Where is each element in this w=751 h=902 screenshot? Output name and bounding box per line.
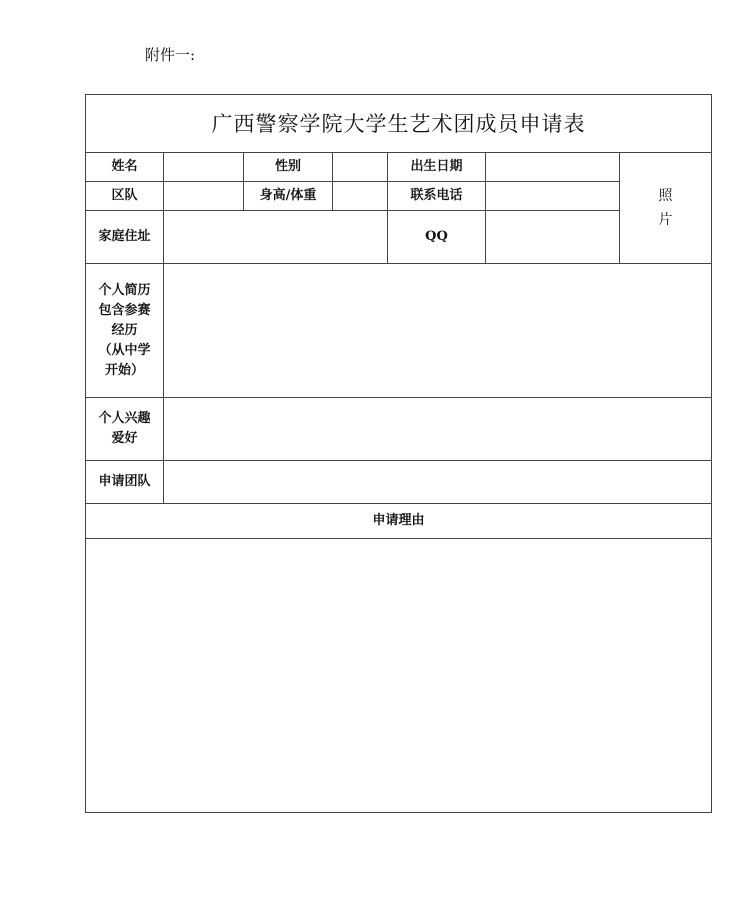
qq-label: QQ [388,211,486,264]
name-label: 姓名 [86,153,164,182]
resume-label [86,264,164,398]
hobby-label-2: 爱好 [111,431,138,446]
hobby-label [86,398,164,461]
reason-field[interactable] [86,539,712,813]
application-form [85,94,712,813]
phone-field[interactable] [486,182,620,211]
form-title: 广西警察学院大学生艺术团成员申请表 [86,95,712,153]
address-field[interactable] [164,211,388,264]
name-field[interactable] [164,153,244,182]
photo-label-1: 照 [658,188,673,204]
photo-label-2: 片 [658,212,673,228]
phone-label: 联系电话 [388,182,486,211]
resume-label-4: （从中学 [98,342,151,358]
hobby-field[interactable] [164,398,712,461]
height-weight-field[interactable] [333,182,388,211]
reason-label: 申请理由 [86,504,712,539]
attachment-label: 附件一: [145,46,196,64]
resume-label-2: 包含参赛 [98,302,151,318]
resume-label-5: 开始） [104,362,144,378]
hobby-label-1: 个人兴趣 [98,411,151,426]
apply-team-field[interactable] [164,461,712,504]
address-label: 家庭住址 [86,211,164,264]
apply-team-label: 申请团队 [86,461,164,504]
photo-cell[interactable] [620,153,712,264]
gender-field[interactable] [333,153,388,182]
team-label: 区队 [86,182,164,211]
resume-label-1: 个人简历 [98,282,151,298]
resume-field[interactable] [164,264,712,398]
birth-date-label: 出生日期 [388,153,486,182]
team-field[interactable] [164,182,244,211]
resume-label-3: 经历 [111,322,138,338]
birth-date-field[interactable] [486,153,620,182]
gender-label: 性别 [244,153,333,182]
qq-field[interactable] [486,211,620,264]
height-weight-label: 身高/体重 [244,182,333,211]
